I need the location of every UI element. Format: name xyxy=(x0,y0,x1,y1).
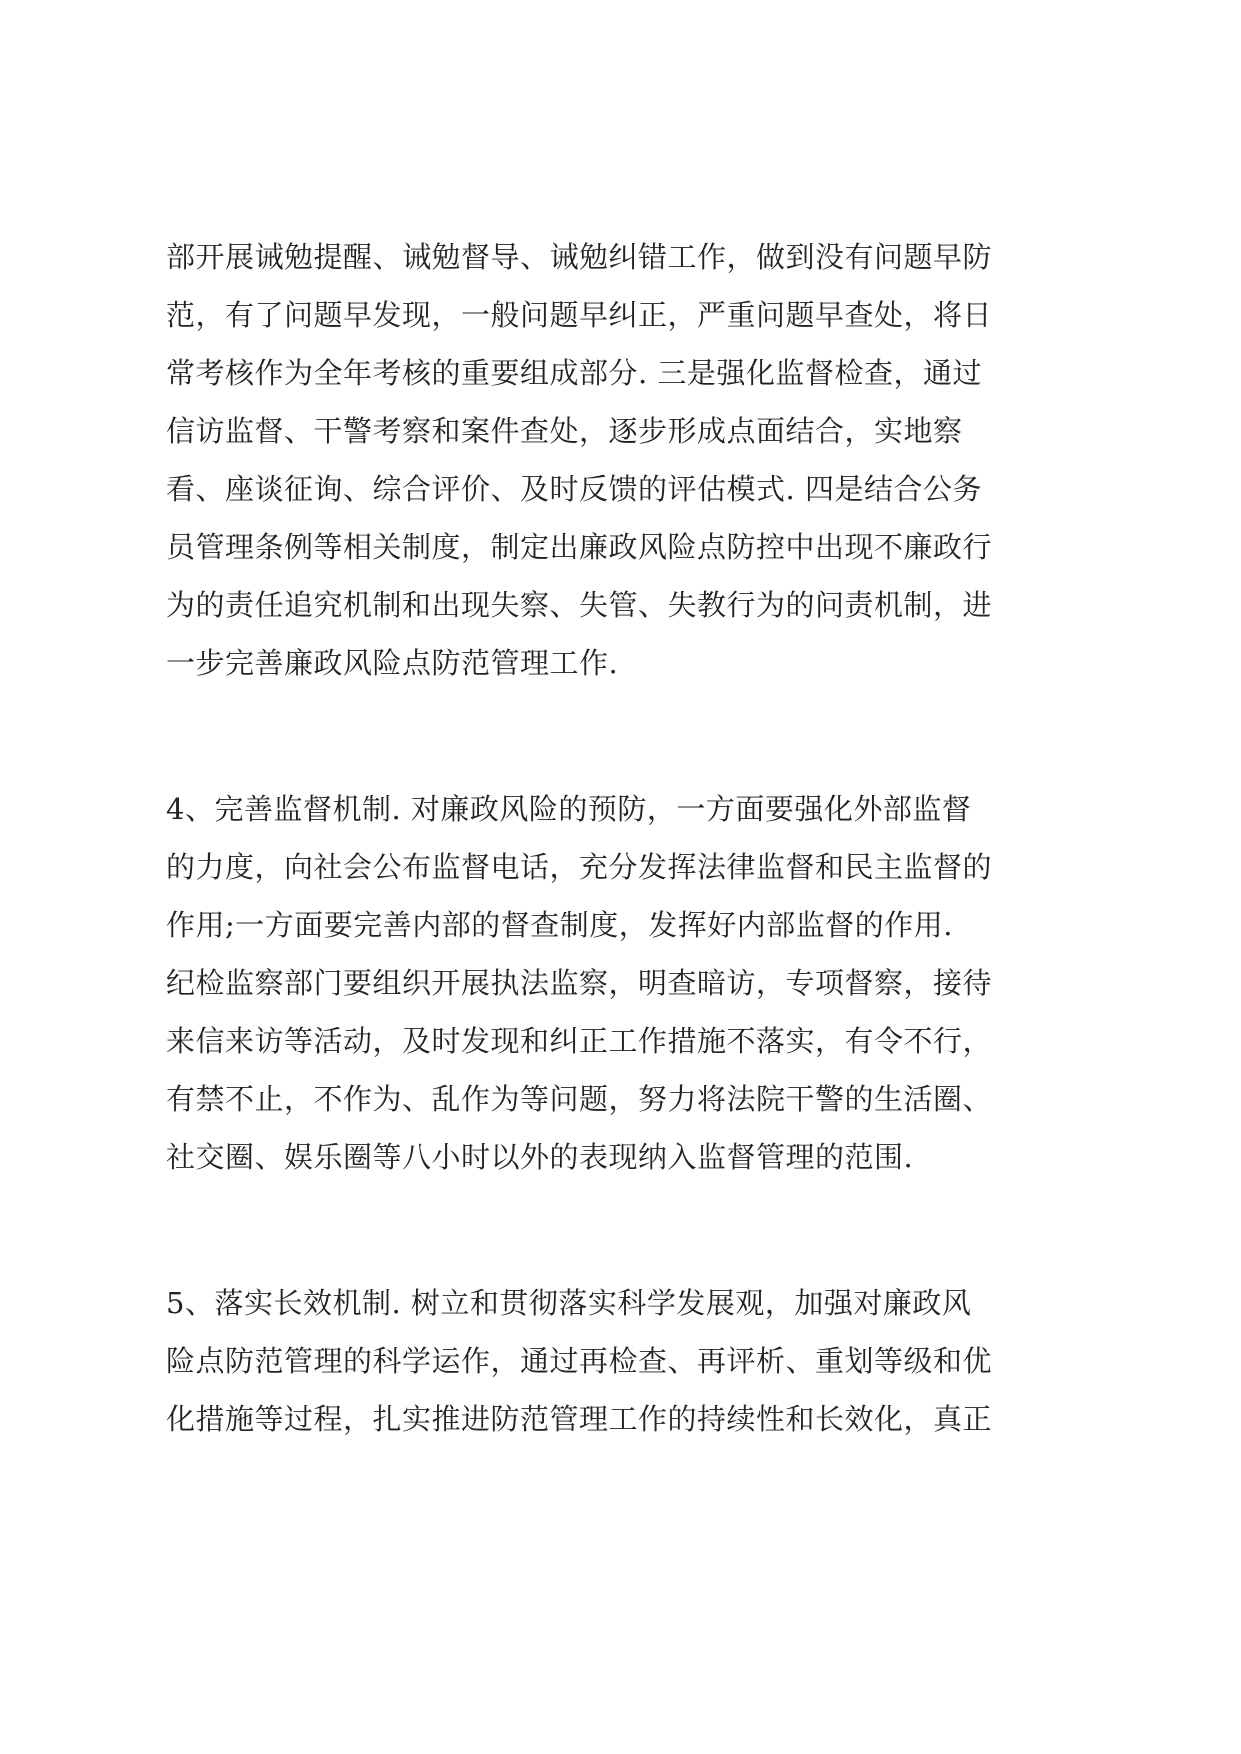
text-line: 社交圈、娱乐圈等八小时以外的表现纳入监督管理的范围. xyxy=(166,1140,914,1174)
text-line: 纪检监察部门要组织开展执法监察，明查暗访，专项督察，接待 xyxy=(166,966,993,1000)
text-line: 化措施等过程，扎实推进防范管理工作的持续性和长效化，真正 xyxy=(166,1402,993,1436)
text-line: 为的责任追究机制和出现失察、失管、失教行为的问责机制，进 xyxy=(166,588,993,622)
text-line: 作用;一方面要完善内部的督查制度，发挥好内部监督的作用. xyxy=(166,908,953,942)
text-line: 来信来访等活动，及时发现和纠正工作措施不落实，有令不行， xyxy=(166,1024,993,1058)
paragraph-2 xyxy=(166,780,1096,1186)
text-line: 的力度，向社会公布监督电话，充分发挥法律监督和民主监督的 xyxy=(166,850,993,884)
text-line: 5、落实长效机制. 树立和贯彻落实科学发展观，加强对廉政风 xyxy=(166,1286,972,1320)
text-line: 部开展诫勉提醒、诫勉督导、诫勉纠错工作，做到没有问题早防 xyxy=(166,240,993,274)
text-line: 4、完善监督机制. 对廉政风险的预防，一方面要强化外部监督 xyxy=(166,792,972,826)
document-body xyxy=(166,228,1096,1448)
text-line: 看、座谈征询、综合评价、及时反馈的评估模式. 四是结合公务 xyxy=(166,472,982,506)
text-line: 一步完善廉政风险点防范管理工作. xyxy=(166,646,619,680)
text-line: 信访监督、干警考察和案件查处，逐步形成点面结合，实地察 xyxy=(166,414,963,448)
text-line: 范，有了问题早发现，一般问题早纠正，严重问题早查处，将日 xyxy=(166,298,993,332)
text-line: 险点防范管理的科学运作，通过再检查、再评析、重划等级和优 xyxy=(166,1344,993,1378)
paragraph-3 xyxy=(166,1274,1096,1448)
text-line: 有禁不止，不作为、乱作为等问题，努力将法院干警的生活圈、 xyxy=(166,1082,993,1116)
text-line: 员管理条例等相关制度，制定出廉政风险点防控中出现不廉政行 xyxy=(166,530,993,564)
paragraph-1 xyxy=(166,228,1096,692)
text-line: 常考核作为全年考核的重要组成部分. 三是强化监督检查，通过 xyxy=(166,356,982,390)
